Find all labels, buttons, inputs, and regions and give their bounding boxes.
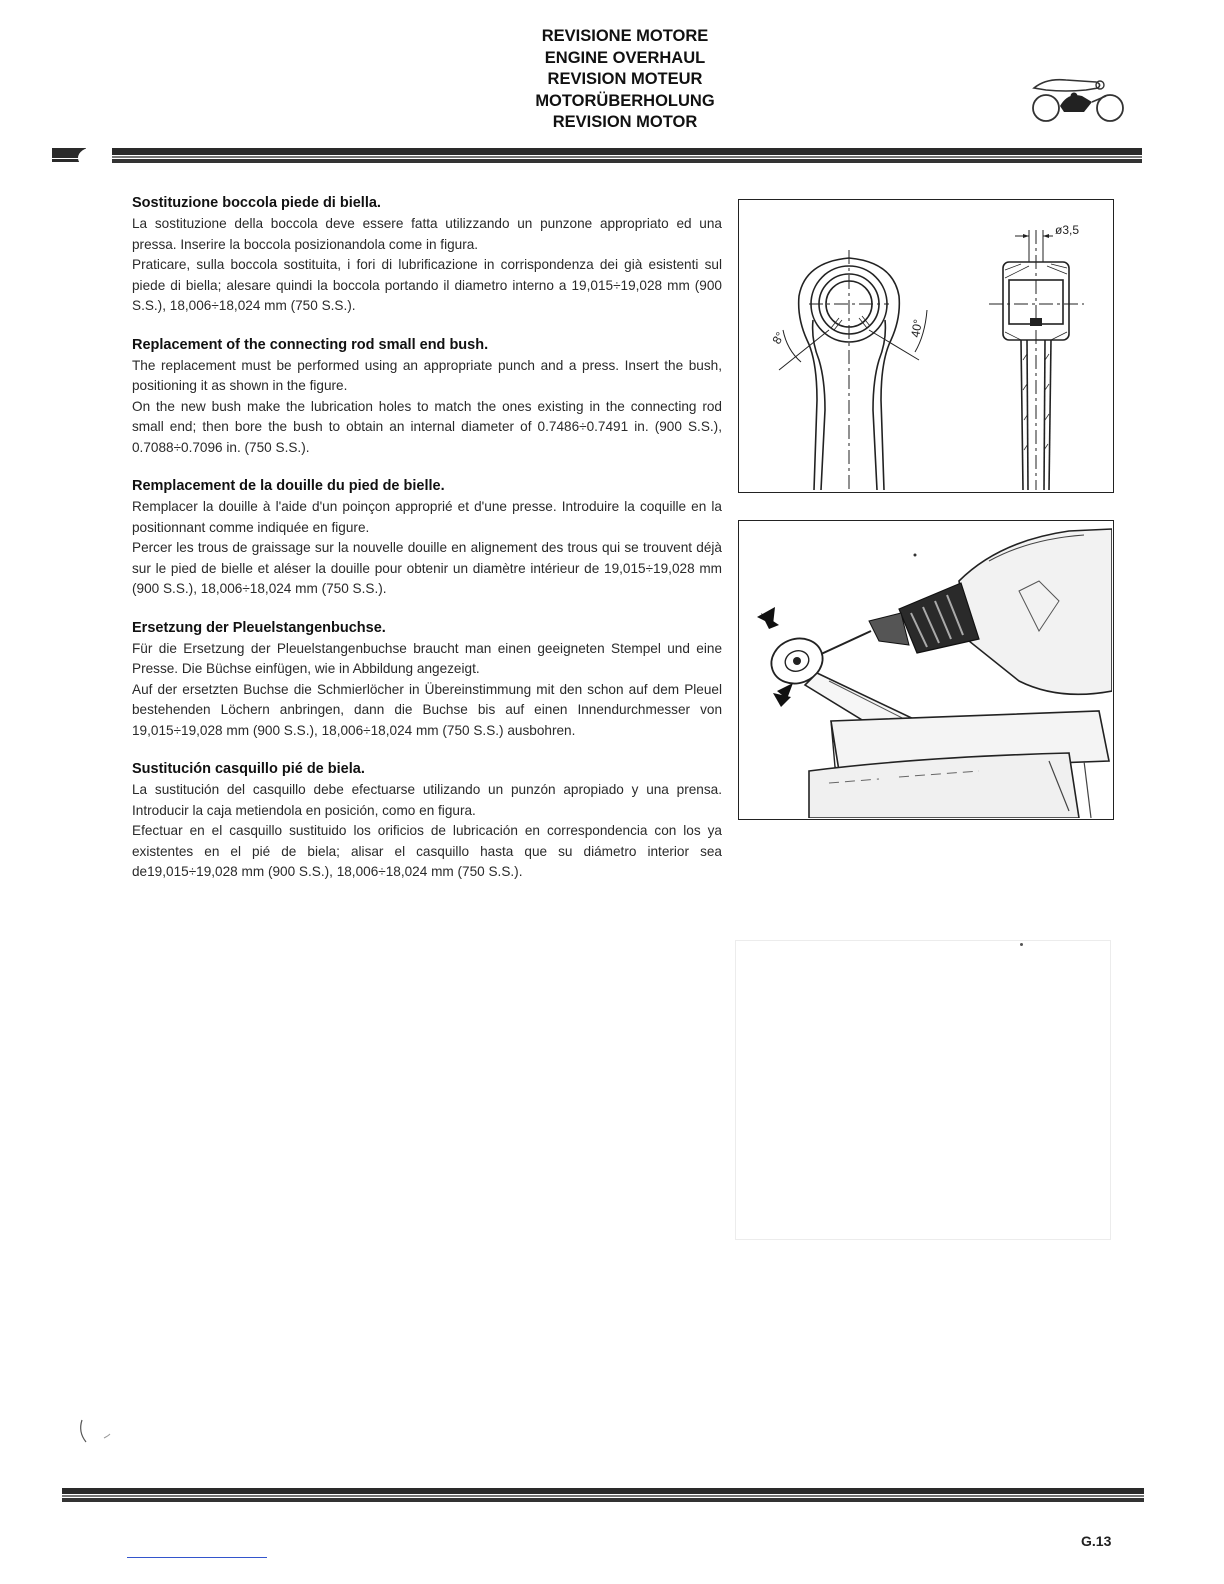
section-title: Ersetzung der Pleuelstangenbuchse. [132, 619, 386, 636]
show-through-figure [735, 940, 1111, 1240]
connecting-rod-drawing [739, 200, 1112, 491]
section-italian [132, 193, 722, 317]
section-title: Sustitución casquillo pié de biela. [132, 761, 365, 777]
header-title-it: REVISIONE MOTORE [541, 27, 709, 45]
section-title: Remplacement de la douille du pied de bielle. [132, 478, 445, 494]
link-underline [127, 1557, 267, 1558]
section-paragraph: Remplacer la douille à l'aide d'un poinçon approprié et d'une presse. Introduire la coquille en la positionnant comme indiquée en figure. [132, 499, 722, 535]
section-french [132, 476, 722, 600]
section-paragraph: La sustitución del casquillo debe efectuarse utilizando un punzón apropiado y una prensa. Introducir la caja metiendola en posición, como en figura. [132, 782, 722, 818]
figure-connecting-rod-drawing [738, 199, 1114, 493]
header-titles [500, 26, 750, 134]
header-divider [52, 148, 1142, 168]
page-number: G.13 [1081, 1533, 1112, 1549]
header-title-en: ENGINE OVERHAUL [544, 48, 706, 67]
section-title: Replacement of the connecting rod small end bush. [132, 336, 489, 353]
hole-diameter-label: ø3,5 [1055, 223, 1080, 237]
scan-speck [1020, 943, 1023, 946]
section-german [132, 618, 722, 742]
header-title-de: MOTORÜBERHOLUNG [535, 91, 715, 110]
header-title-es: REVISION MOTOR [552, 113, 698, 131]
figure-drilling-bush [738, 520, 1114, 820]
section-paragraph: Auf der ersetzten Buchse die Schmierlöcher in Übereinstimmung mit den schon auf dem Pleuel bestehenden Löchern anbringen, dann die Buchse bis auf einen Innendurchmesser von 19,015÷19,028 mm (900 S.S.), 18,006÷18,024 mm (750 S.S.) ausbohren. [132, 681, 722, 738]
section-paragraph: Praticare, sulla boccola sostituita, i fori di lubrificazione in corrispondenza dei già esistenti sul piede di biella; alesare quindi la boccola portando il diametro interno a 19,015÷19,028 mm (900 S.S.), 18,006÷18,024 mm (750 S.S.). [132, 257, 722, 313]
footer-divider [62, 1488, 1144, 1504]
section-paragraph: Für die Ersetzung der Pleuelstangenbuchse braucht man einen geeigneten Stempel und eine Presse. Die Büchse einfügen, wie in Abbildung angezeigt. [132, 640, 722, 676]
motorcycle-logo-icon [1026, 72, 1126, 127]
section-paragraph: The replacement must be performed using an appropriate punch and a press. Insert the bush, positioning it as shown in the figure. [132, 357, 722, 393]
margin-pencil-mark [76, 1418, 116, 1448]
section-paragraph: Efectuar en el casquillo sustituido los orificios de lubricación en correspondencia con los ya existentes en el pié de biela; alisar el casquillo hasta que su diámetro interior sea de19,015÷19,028 mm (900 S.S.), 18,006÷18,024 mm (750 S.S.). [132, 823, 722, 879]
section-english [132, 335, 722, 459]
section-paragraph: Percer les trous de graissage sur la nouvelle douille en alignement des trous qui se trouvent déjà sur le pied de bielle et aléser la douille pour obtenir un diamètre intérieur de 19,015÷19,028 mm (900 S.S.), 18,006÷18,024 mm (750 S.S.). [132, 540, 722, 596]
angle-label-left: 8° [769, 329, 788, 347]
section-title: Sostituzione boccola piede di biella. [132, 195, 381, 211]
section-paragraph: On the new bush make the lubrication holes to match the ones existing in the connecting rod small end; then bore the bush to obtain an internal diameter of 0.7486÷0.7491 in. (900 S.S.), 0.7088÷0.7096 in. (750 S.S.). [132, 398, 722, 455]
header-title-fr: REVISION MOTEUR [547, 70, 703, 88]
section-paragraph: La sostituzione della boccola deve essere fatta utilizzando un punzone appropriato ed una pressa. Inserire la boccola posizionandola come in figura. [132, 216, 722, 252]
main-content [132, 193, 722, 901]
section-spanish [132, 759, 722, 883]
drilling-illustration [739, 521, 1112, 818]
angle-label-right: 40° [908, 318, 926, 339]
